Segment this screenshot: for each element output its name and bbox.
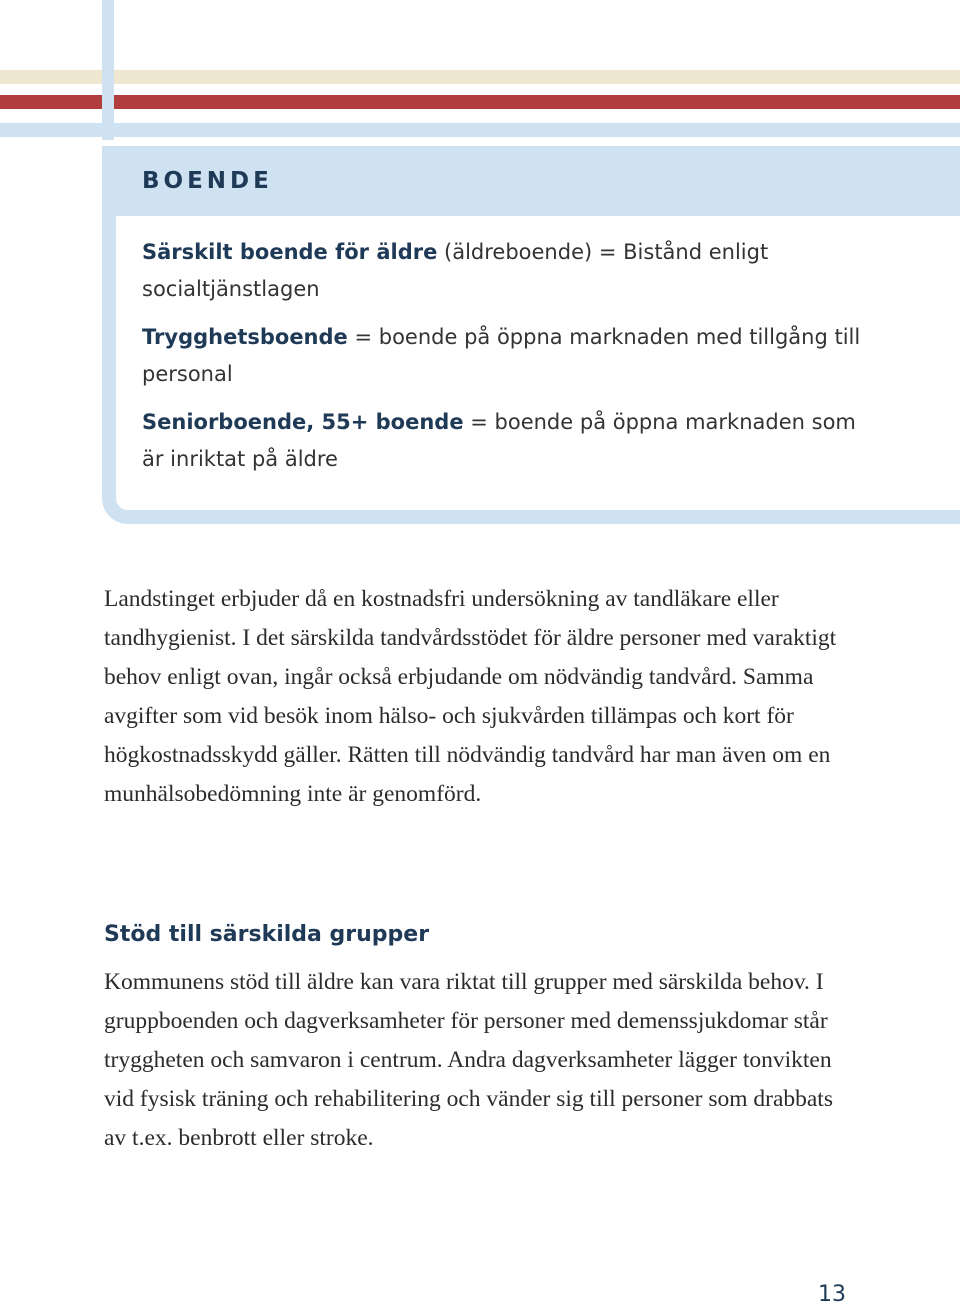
box-item xyxy=(142,234,862,308)
section-heading: Stöd till särskilda grupper xyxy=(104,922,430,947)
boende-info-box xyxy=(102,146,960,524)
box-title: BOENDE xyxy=(142,168,273,194)
paragraph-grupper: Kommunens stöd till äldre kan vara riktat till grupper med särskilda behov. I gruppboenden och dagverksamheter för personer med demenssjukdomar står tryggheten och samvaron i centrum. Andra dagverksamheter lägger tonvikten vid fysisk träning och rehabilitering och vänder sig till personer som drabbats av t.ex. benbrott eller stroke. xyxy=(104,969,833,1151)
box-item-text: = boende på öppna marknaden som är inriktat på äldre xyxy=(142,410,856,471)
box-item xyxy=(142,319,862,393)
box-item-text: (äldreboende) = Bistånd enligt socialtjänstlagen xyxy=(142,240,769,301)
box-body xyxy=(142,234,862,489)
decorative-stripe-red xyxy=(0,95,960,109)
decorative-stripe-cream xyxy=(0,70,960,84)
decorative-vertical-bar xyxy=(102,0,114,140)
box-item xyxy=(142,404,862,478)
box-item-text: = boende på öppna marknaden med tillgång till personal xyxy=(142,325,861,386)
box-item-term: Trygghetsboende xyxy=(142,325,348,349)
page-number: 13 xyxy=(818,1282,846,1307)
decorative-stripe-blue xyxy=(0,123,960,137)
paragraph-tandvard: Landstinget erbjuder då en kostnadsfri undersökning av tandläkare eller tandhygienist. I det särskilda tandvårdsstödet för äldre personer med varaktigt behov enligt ovan, ingår också erbjudande om nödvändig tandvård. Samma avgifter som vid besök inom hälso- och sjukvården tillämpas och kort för högkostnadsskydd gäller. Rätten till nödvändig tandvård har man även om en munhälsobedömning inte är genomförd. xyxy=(104,586,837,807)
box-item-term: Särskilt boende för äldre xyxy=(142,240,438,264)
box-item-term: Seniorboende, 55+ boende xyxy=(142,410,464,434)
